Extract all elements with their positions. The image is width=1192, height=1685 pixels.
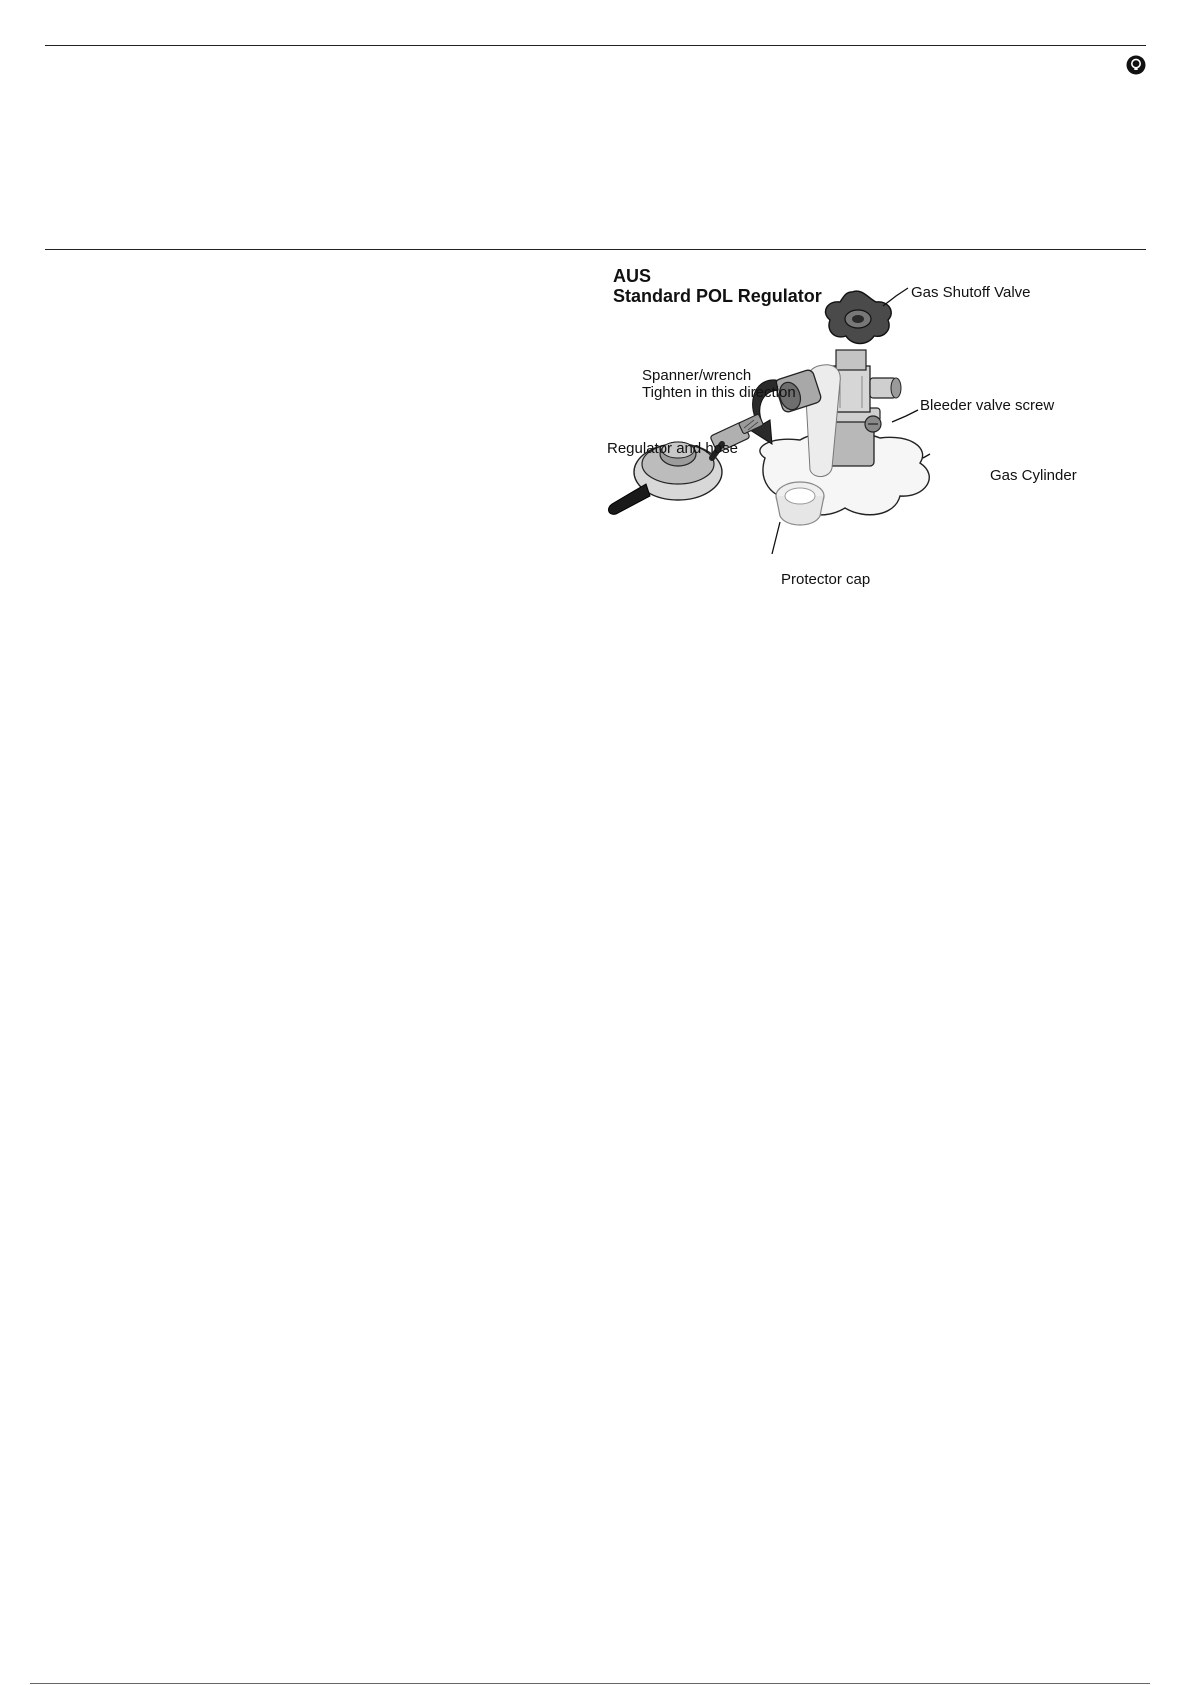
label-gas-cylinder: Gas Cylinder [990, 467, 1077, 484]
header-rule-top [45, 45, 1146, 46]
regulator-diagram [600, 258, 1120, 598]
bulb-icon [1126, 55, 1146, 75]
shutoff-knob [825, 291, 891, 343]
label-spanner-line2: Tighten in this direction [642, 384, 796, 401]
figure-title-line2: Standard POL Regulator [613, 286, 822, 306]
footer-rule [30, 1683, 1150, 1684]
figure-title [613, 266, 822, 306]
label-protector-cap: Protector cap [781, 571, 871, 588]
regulator-illustration [600, 258, 1120, 598]
section-rule [45, 249, 1146, 250]
label-spanner-line1: Spanner/wrench [642, 367, 752, 384]
label-bleeder-valve-screw: Bleeder valve screw [920, 397, 1055, 414]
figure-title-line1: AUS [613, 266, 652, 286]
label-regulator-and-hose: Regulator and hose [607, 440, 738, 457]
protector-cap [776, 482, 824, 525]
label-gas-shutoff-valve: Gas Shutoff Valve [911, 284, 1031, 301]
hose [609, 484, 650, 514]
